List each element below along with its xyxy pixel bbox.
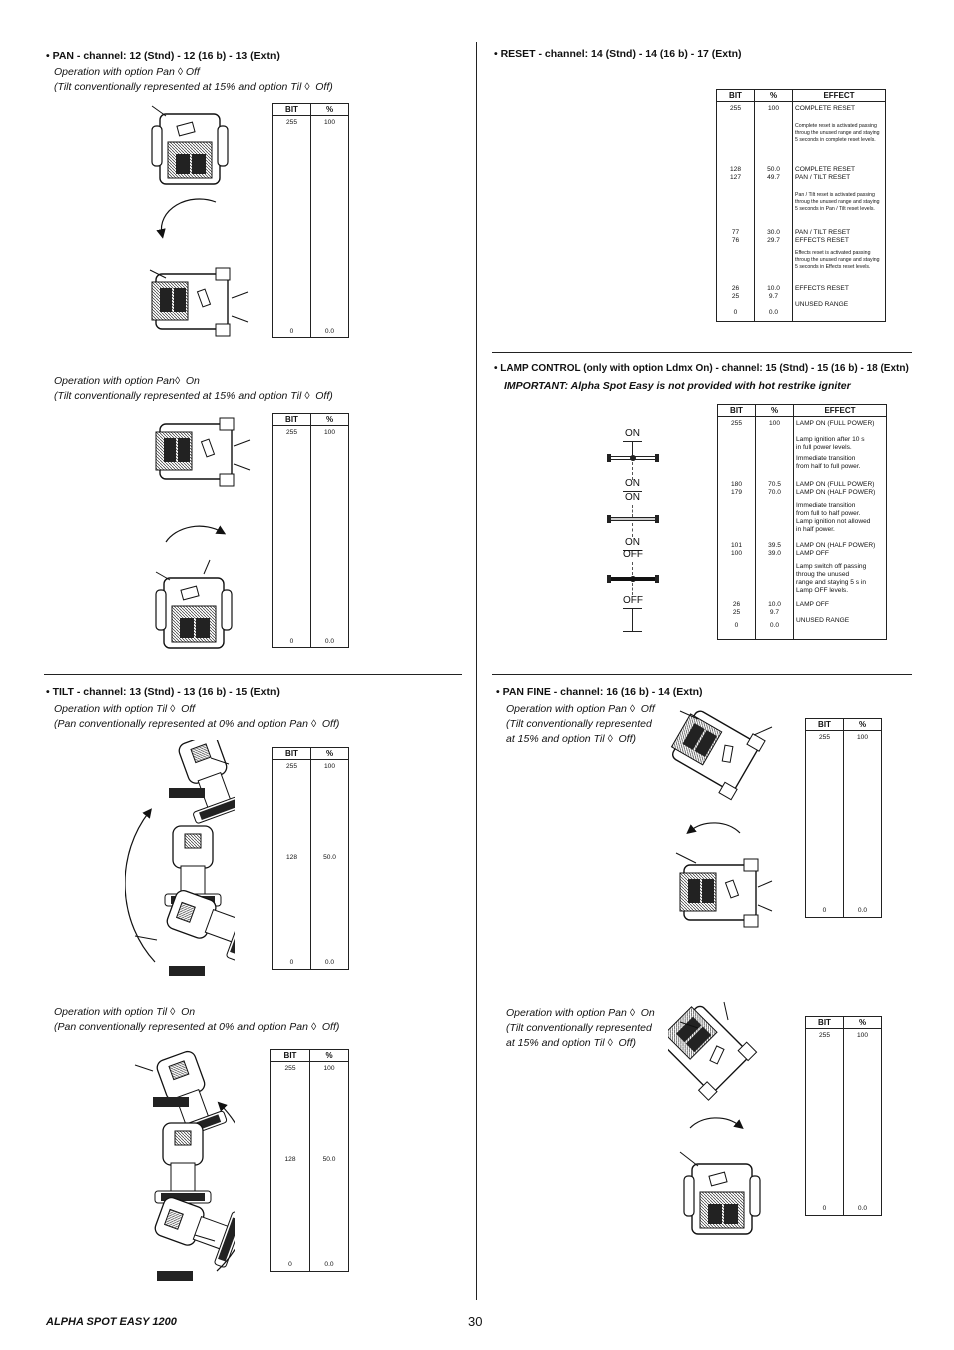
- pct-header: %: [311, 414, 349, 426]
- bit-header: BIT: [273, 104, 311, 116]
- bit-value: 128: [285, 854, 297, 861]
- bit-header: BIT: [806, 719, 844, 731]
- pan-on-note: Operation with option Pan◊ On (Tilt conventionally represented at 15% and option Til ◊ Off): [54, 375, 333, 402]
- pct-header: %: [311, 104, 349, 116]
- bit-value: 180 179: [730, 481, 742, 496]
- on-label: ON: [625, 537, 640, 548]
- pan-section-title: • PAN - channel: 12 (Stnd) - 12 (16 b) - 13 (Extn): [46, 50, 280, 62]
- bit-value: 128 127: [729, 166, 741, 181]
- effect-header: EFFECT: [794, 405, 887, 417]
- bit-value: 0: [822, 907, 827, 914]
- panfine-off-table: [805, 718, 882, 918]
- page-number: 30: [468, 1314, 483, 1329]
- bit-value: 255: [284, 1065, 296, 1072]
- effect-label: Lamp switch off passing throug the unused range and staying 5 s in Lamp OFF levels.: [796, 563, 867, 594]
- pct-header: %: [310, 1050, 349, 1062]
- effect-label: Immediate transition from half to full power.: [796, 455, 861, 470]
- lamp-section-title: • LAMP CONTROL (only with option Ldmx On) - channel: 15 (Stnd) - 15 (16 b) - 18 (Extn): [494, 363, 909, 374]
- effect-label: LAMP OFF: [796, 601, 829, 608]
- effect-label: EFFECTS RESET: [795, 285, 849, 292]
- section-divider-right-top: [492, 352, 912, 353]
- bit-value: 0: [289, 959, 294, 966]
- effect-label: Immediate transition from full to half power.: [796, 502, 861, 517]
- pct-header: %: [844, 719, 882, 731]
- panfine-off-note: Operation with option Pan ◊ Off (Tilt conventionally represented at 15% and option Til ◊ Off): [506, 703, 655, 745]
- pan-off-table: [272, 103, 349, 338]
- lamp-important-note: IMPORTANT: Alpha Spot Easy is not provided with hot restrike igniter: [504, 380, 851, 392]
- panfine-on-illustration: [668, 998, 778, 1238]
- bit-value: 255: [818, 1032, 830, 1039]
- tilt-off-illustration: [125, 740, 235, 980]
- pct-value: 100: [856, 734, 868, 741]
- bit-value: 0: [822, 1205, 827, 1212]
- pct-value: 30.0 29.7: [767, 229, 780, 244]
- pct-value: 0.0: [768, 309, 779, 316]
- section-divider-right-mid: [492, 674, 912, 675]
- pct-value: 100: [323, 119, 335, 126]
- column-divider: [476, 42, 477, 1300]
- effect-label: PAN / TILT RESET EFFECTS RESET: [795, 229, 851, 244]
- bit-header: BIT: [273, 748, 311, 760]
- tilt-on-note: Operation with option Til ◊ On (Pan conventionally represented at 0% and option Pan ◊ Off): [54, 1006, 340, 1033]
- pan-off-illustration: [148, 102, 258, 342]
- effect-label: LAMP ON (HALF POWER) LAMP OFF: [796, 542, 876, 557]
- bit-value: 255: [818, 734, 830, 741]
- pct-value: 100: [768, 420, 780, 427]
- pct-value: 0.0: [857, 1205, 868, 1212]
- bit-value: 128: [284, 1156, 296, 1163]
- tilt-section-title: • TILT - channel: 13 (Stnd) - 13 (16 b) - 15 (Extn): [46, 686, 280, 698]
- effect-note: Effects reset is activated passing throug the unused range and staying 5 seconds in Effects reset levels.: [795, 250, 880, 270]
- tilt-on-table: [270, 1049, 349, 1272]
- bit-value: 0: [734, 622, 739, 629]
- pct-value: 0.0: [324, 1261, 334, 1268]
- pct-value: 10.0 9.7: [768, 601, 781, 616]
- pct-value: 100: [323, 1065, 335, 1072]
- pct-value: 50.0 49.7: [767, 166, 780, 181]
- off-label: OFF: [623, 549, 643, 560]
- panfine-section-title: • PAN FINE - channel: 16 (16 b) - 14 (Extn): [496, 686, 703, 698]
- bit-value: 0: [288, 1261, 292, 1268]
- effect-note: Pan / Tilt reset is activated passing throug the unused range and staying 5 seconds in Pan / Tilt reset levels.: [795, 192, 880, 212]
- pct-header: %: [756, 405, 794, 417]
- effect-note: Complete reset is activated passing throug the unused range and staying 5 seconds in complete reset levels.: [795, 123, 880, 143]
- on-label: ON: [625, 428, 640, 439]
- bit-header: BIT: [718, 405, 756, 417]
- effect-label: COMPLETE RESET: [795, 105, 856, 112]
- bit-value: 255: [730, 420, 742, 427]
- panfine-on-table: [805, 1016, 882, 1216]
- bit-value: 0: [289, 638, 294, 645]
- on-label: ON: [625, 492, 640, 503]
- pct-header: %: [311, 748, 349, 760]
- bit-value: 255: [285, 763, 297, 770]
- section-divider-left: [44, 674, 462, 675]
- lamp-table: [717, 404, 887, 640]
- footer-product-name: ALPHA SPOT EASY 1200: [46, 1316, 177, 1328]
- tilt-off-table: [272, 747, 349, 970]
- pan-on-table: [272, 413, 349, 648]
- bit-value: 0: [733, 309, 738, 316]
- reset-section-title: • RESET - channel: 14 (Stnd) - 14 (16 b) - 17 (Extn): [494, 48, 742, 60]
- off-label: OFF: [623, 595, 643, 606]
- panfine-on-note: Operation with option Pan ◊ On (Tilt conventionally represented at 15% and option Til ◊ Off): [506, 1007, 655, 1049]
- tilt-on-illustration: [125, 1045, 235, 1285]
- pct-header: %: [755, 90, 793, 102]
- bit-value: 26 25: [732, 601, 741, 616]
- bit-header: BIT: [271, 1050, 310, 1062]
- effect-label: LAMP ON (FULL POWER): [796, 420, 875, 427]
- pct-value: 50.0: [322, 1156, 336, 1163]
- bit-value: 255: [285, 119, 297, 126]
- pct-value: 0.0: [324, 328, 335, 335]
- effect-label: COMPLETE RESET PAN / TILT RESET: [795, 166, 856, 181]
- panfine-off-illustration: [668, 705, 778, 935]
- effect-label: LAMP ON (FULL POWER) LAMP ON (HALF POWER): [796, 481, 876, 496]
- bit-value: 77 76: [731, 229, 740, 244]
- effect-header: EFFECT: [793, 90, 886, 102]
- pct-value: 10.0 9.7: [767, 285, 780, 300]
- pan-off-note: Operation with option Pan ◊ Off (Tilt conventionally represented at 15% and option Til ◊ Off): [54, 66, 333, 93]
- bit-value: 0: [289, 328, 294, 335]
- reset-table: [716, 89, 886, 322]
- bit-value: 255: [729, 105, 741, 112]
- bit-header: BIT: [806, 1017, 844, 1029]
- bit-value: 26 25: [731, 285, 740, 300]
- pct-header: %: [844, 1017, 882, 1029]
- pct-value: 0.0: [769, 622, 780, 629]
- effect-label: UNUSED RANGE: [796, 617, 850, 624]
- tilt-off-note: Operation with option Til ◊ Off (Pan conventionally represented at 0% and option Pan ◊ Off): [54, 703, 340, 730]
- bit-header: BIT: [273, 414, 311, 426]
- effect-label: UNUSED RANGE: [795, 301, 849, 308]
- effect-label: Lamp ignition after 10 s in full power levels.: [796, 436, 865, 451]
- bit-value: 255: [285, 429, 297, 436]
- pct-value: 70.5 70.0: [768, 481, 781, 496]
- lamp-switch-diagram: [606, 425, 661, 635]
- pan-on-illustration: [148, 410, 258, 660]
- pct-value: 100: [323, 763, 335, 770]
- pct-value: 100: [767, 105, 779, 112]
- pct-value: 0.0: [857, 907, 868, 914]
- pct-value: 39.5 39.0: [768, 542, 781, 557]
- pct-value: 100: [323, 429, 335, 436]
- pct-value: 0.0: [324, 959, 335, 966]
- pct-value: 100: [856, 1032, 868, 1039]
- pct-value: 50.0: [323, 854, 336, 861]
- effect-label: Lamp ignition not allowed in half power.: [796, 518, 871, 533]
- bit-value: 101 100: [730, 542, 742, 557]
- on-label: ON: [625, 478, 640, 489]
- bit-header: BIT: [717, 90, 755, 102]
- pct-value: 0.0: [324, 638, 335, 645]
